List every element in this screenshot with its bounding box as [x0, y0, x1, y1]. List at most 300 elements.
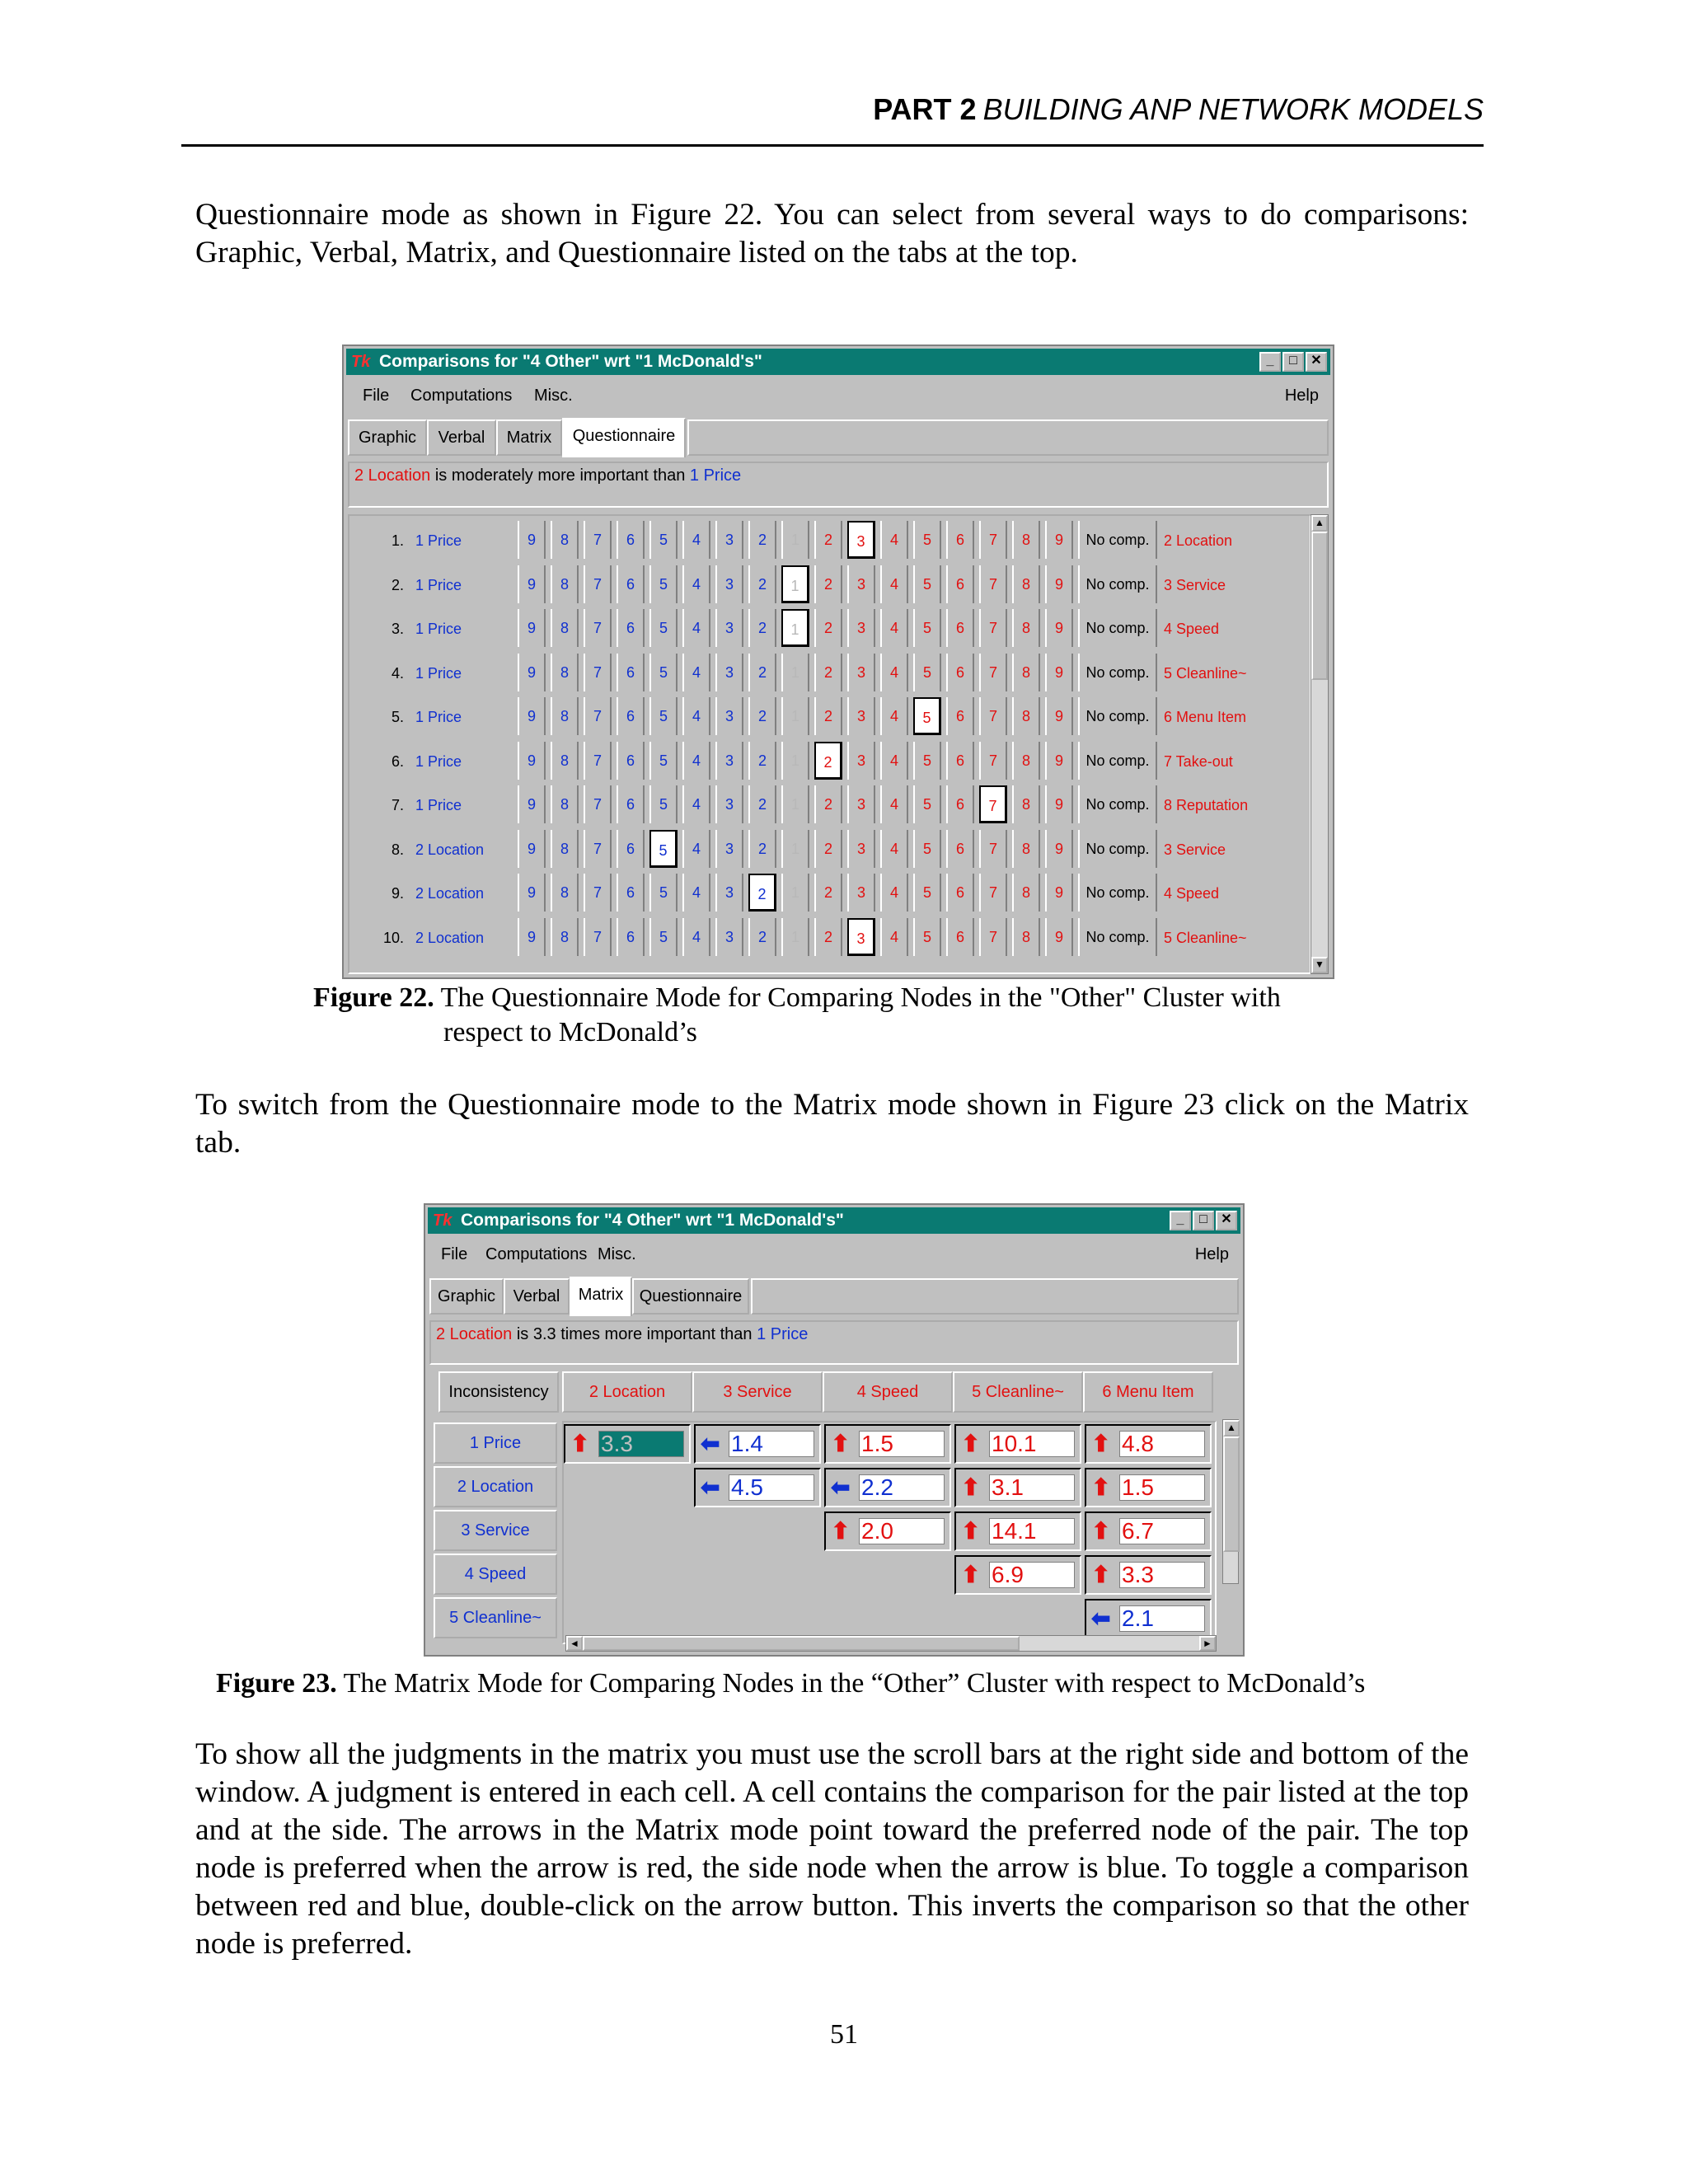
scale-cell[interactable]: 3: [715, 521, 743, 559]
scale-cell[interactable]: 3: [715, 742, 743, 780]
scale-cell[interactable]: 6: [946, 874, 974, 912]
menu-help[interactable]: Help: [1194, 1245, 1229, 1263]
figure22-label: Figure 22.: [313, 982, 434, 1013]
matrix-column-header[interactable]: 6 Menu Item: [1083, 1371, 1213, 1413]
scale-cell[interactable]: 8: [1012, 565, 1040, 603]
scale-cell[interactable]: 2: [814, 565, 842, 603]
tab-questionnaire[interactable]: Questionnaire: [632, 1278, 749, 1315]
status-left-node: 2 Location: [354, 466, 431, 485]
scale-cell[interactable]: 3: [715, 830, 743, 868]
scale-cell[interactable]: 8: [1012, 609, 1040, 647]
scale-cell[interactable]: 8: [1012, 742, 1040, 780]
scale-cell[interactable]: 8: [551, 830, 579, 868]
scale-cell[interactable]: 2: [814, 697, 842, 735]
scale-cell[interactable]: 7: [979, 521, 1007, 559]
menu-help[interactable]: Help: [1284, 387, 1319, 405]
arrow-up-icon[interactable]: ⬆: [961, 1562, 981, 1587]
scale-cell[interactable]: 3: [847, 697, 875, 735]
scale-cell[interactable]: 6: [617, 697, 645, 735]
scale-cell[interactable]: 8: [1012, 521, 1040, 559]
scale-cell[interactable]: 7: [584, 609, 612, 647]
scale-cell[interactable]: 1: [781, 654, 809, 691]
scale-cell[interactable]: 6: [946, 521, 974, 559]
matrix-row-header[interactable]: 3 Service: [434, 1510, 557, 1551]
scale-cell[interactable]: 3: [847, 565, 875, 603]
scale-cell[interactable]: 7: [584, 918, 612, 956]
scale-cell[interactable]: 9: [518, 785, 546, 823]
scale-cell[interactable]: 9: [518, 874, 546, 912]
scale-cell[interactable]: 6: [617, 785, 645, 823]
questionnaire-row: [349, 609, 1310, 645]
tab-verbal[interactable]: Verbal: [504, 1278, 570, 1315]
no-comparison-cell[interactable]: No comp.: [1078, 830, 1157, 868]
scale-cell[interactable]: 9: [518, 830, 546, 868]
scale-cell[interactable]: 3: [847, 742, 875, 780]
scale-cell[interactable]: 4: [682, 521, 710, 559]
right-node-label: 2 Location: [1164, 532, 1233, 549]
scale-cell[interactable]: 3: [847, 609, 875, 647]
menu-computations[interactable]: Computations: [485, 1245, 588, 1263]
scroll-down-icon[interactable]: ▼: [1311, 957, 1328, 973]
scale-cell[interactable]: 1: [781, 521, 809, 559]
scale-cell[interactable]: 9: [518, 654, 546, 691]
scale-cell[interactable]: 5: [913, 742, 941, 780]
vertical-scrollbar[interactable]: [1222, 1419, 1239, 1584]
judgment-value-input[interactable]: 1.5: [1119, 1474, 1205, 1501]
scale-cell[interactable]: 8: [1012, 918, 1040, 956]
scale-cell[interactable]: 8: [551, 785, 579, 823]
scale-cell[interactable]: 2: [814, 830, 842, 868]
scale-cell[interactable]: 7: [584, 565, 612, 603]
menu-bar: [346, 377, 1330, 414]
scale-cell[interactable]: 2: [748, 742, 776, 780]
scale-cell[interactable]: 5: [649, 609, 678, 647]
scale-cell[interactable]: 7: [979, 918, 1007, 956]
judgment-value-input[interactable]: 2.0: [859, 1518, 945, 1544]
scroll-thumb[interactable]: [1223, 1436, 1240, 1552]
status-left-node: 2 Location: [436, 1325, 513, 1343]
matrix-column-header[interactable]: 4 Speed: [823, 1371, 953, 1413]
matrix-column-header[interactable]: 2 Location: [562, 1371, 692, 1413]
scale-cell[interactable]: 6: [617, 742, 645, 780]
tab-graphic[interactable]: Graphic: [429, 1278, 504, 1315]
scale-cell[interactable]: 7: [979, 565, 1007, 603]
scale-cell[interactable]: 2: [814, 874, 842, 912]
close-icon[interactable]: ✕: [1306, 352, 1327, 372]
scale-cell[interactable]: 1: [781, 565, 809, 603]
no-comparison-cell[interactable]: No comp.: [1078, 521, 1157, 559]
window-title: Comparisons for "4 Other" wrt "1 McDonald's": [461, 1211, 844, 1230]
scale-cell[interactable]: 3: [847, 785, 875, 823]
scale-cell[interactable]: 3: [715, 785, 743, 823]
scale-cell[interactable]: 4: [880, 918, 908, 956]
scale-cell[interactable]: 9: [518, 697, 546, 735]
scale-cell[interactable]: 2: [748, 785, 776, 823]
scale-cell[interactable]: 8: [1012, 874, 1040, 912]
scale-cell[interactable]: 7: [584, 697, 612, 735]
scale-cell[interactable]: 6: [946, 918, 974, 956]
scale-cell[interactable]: 4: [682, 785, 710, 823]
app-icon: Tk: [351, 353, 371, 371]
scale-cell[interactable]: 2: [748, 654, 776, 691]
scale-cell[interactable]: 6: [617, 565, 645, 603]
scale-cell[interactable]: 6: [946, 742, 974, 780]
scale-cell[interactable]: 2: [814, 742, 842, 780]
scale-cell[interactable]: 5: [913, 918, 941, 956]
scale-cell[interactable]: 4: [880, 565, 908, 603]
arrow-up-icon[interactable]: ⬆: [831, 1431, 851, 1456]
no-comparison-cell[interactable]: No comp.: [1078, 697, 1157, 735]
figure23-label: Figure 23.: [216, 1668, 337, 1699]
title-bar: [428, 1207, 1240, 1234]
judgment-value-input[interactable]: 1.5: [859, 1431, 945, 1457]
minimize-icon[interactable]: _: [1170, 1211, 1191, 1230]
arrow-up-icon[interactable]: ⬆: [961, 1518, 981, 1544]
scale-cell[interactable]: 6: [617, 654, 645, 691]
scale-cell[interactable]: 2: [748, 918, 776, 956]
scale-cell[interactable]: 6: [617, 874, 645, 912]
vertical-scrollbar[interactable]: [1311, 514, 1329, 974]
scale-cell[interactable]: 2: [748, 874, 776, 912]
scale-cell[interactable]: 9: [1045, 785, 1073, 823]
left-node-label: 1 Price: [415, 797, 462, 813]
scale-cell[interactable]: 7: [584, 742, 612, 780]
scale-cell[interactable]: 2: [748, 697, 776, 735]
scale-cell[interactable]: 6: [617, 521, 645, 559]
arrow-left-icon[interactable]: ⬅: [701, 1431, 720, 1456]
scale-cell[interactable]: 9: [518, 521, 546, 559]
scale-cell[interactable]: 8: [551, 521, 579, 559]
scale-cell[interactable]: 4: [880, 521, 908, 559]
scale-cell[interactable]: 8: [1012, 785, 1040, 823]
no-comparison-cell[interactable]: No comp.: [1078, 565, 1157, 603]
scale-cell[interactable]: 4: [880, 654, 908, 691]
left-node-label: 1 Price: [415, 709, 462, 725]
scale-cell[interactable]: 6: [946, 565, 974, 603]
matrix-column-header[interactable]: 3 Service: [692, 1371, 823, 1413]
judgment-value-input[interactable]: 6.9: [989, 1562, 1075, 1588]
menu-misc[interactable]: Misc.: [534, 387, 573, 405]
scale-cell[interactable]: 9: [518, 609, 546, 647]
left-node-label: 2 Location: [415, 929, 485, 946]
status-phrase: is moderately more important than: [434, 466, 686, 485]
scale-cell[interactable]: 4: [682, 830, 710, 868]
tab-matrix[interactable]: Matrix: [496, 419, 562, 456]
scale-cell[interactable]: 7: [584, 830, 612, 868]
judgment-value-input[interactable]: 10.1: [989, 1431, 1075, 1457]
close-icon[interactable]: ✕: [1216, 1211, 1237, 1230]
arrow-up-icon[interactable]: ⬆: [1091, 1518, 1111, 1544]
scale-cell[interactable]: 5: [649, 742, 678, 780]
scale-cell[interactable]: 8: [551, 609, 579, 647]
scale-cell[interactable]: 7: [979, 830, 1007, 868]
no-comparison-cell[interactable]: No comp.: [1078, 742, 1157, 780]
matrix-row-header[interactable]: 2 Location: [434, 1466, 557, 1507]
row-number: 9.: [391, 885, 404, 902]
scale-cell[interactable]: 5: [649, 874, 678, 912]
judgment-value-input[interactable]: 2.1: [1119, 1605, 1205, 1632]
scale-cell[interactable]: 5: [913, 654, 941, 691]
menu-misc[interactable]: Misc.: [598, 1245, 636, 1263]
scale-cell[interactable]: 4: [682, 609, 710, 647]
header-rule: [181, 144, 1484, 147]
arrow-up-icon[interactable]: ⬆: [831, 1518, 851, 1544]
scale-cell[interactable]: 7: [584, 654, 612, 691]
scale-cell[interactable]: 5: [913, 697, 941, 735]
scale-cell[interactable]: 1: [781, 742, 809, 780]
matrix-cell: [954, 1555, 1081, 1595]
scale-cell[interactable]: 8: [1012, 830, 1040, 868]
right-node-label: 3 Service: [1164, 576, 1226, 593]
scale-cell[interactable]: 7: [979, 785, 1007, 823]
app-icon: Tk: [433, 1212, 452, 1230]
scale-cell[interactable]: 9: [518, 742, 546, 780]
scale-cell[interactable]: 7: [979, 697, 1007, 735]
scale-cell[interactable]: 5: [649, 654, 678, 691]
scale-cell[interactable]: 3: [847, 830, 875, 868]
arrow-up-icon[interactable]: ⬆: [1091, 1562, 1111, 1587]
tab-matrix[interactable]: Matrix: [570, 1277, 632, 1316]
scale-cell[interactable]: 4: [682, 654, 710, 691]
scale-cell[interactable]: 9: [1045, 742, 1073, 780]
scale-cell[interactable]: 5: [913, 830, 941, 868]
tab-strip-filler: [687, 419, 1329, 456]
scale-cell[interactable]: 8: [551, 654, 579, 691]
arrow-up-icon[interactable]: ⬆: [961, 1474, 981, 1500]
matrix-column-header[interactable]: 5 Cleanline~: [953, 1371, 1083, 1413]
judgment-value-input[interactable]: 4.5: [729, 1474, 814, 1501]
scale-cell[interactable]: 2: [814, 785, 842, 823]
scale-cell[interactable]: 1: [781, 609, 809, 647]
menu-file[interactable]: File: [441, 1245, 468, 1263]
arrow-left-icon[interactable]: ⬅: [701, 1474, 720, 1500]
right-node-label: 4 Speed: [1164, 621, 1220, 637]
scale-cell[interactable]: 6: [617, 918, 645, 956]
arrow-left-icon[interactable]: ⬅: [831, 1474, 851, 1500]
scale-cell[interactable]: 5: [913, 609, 941, 647]
right-node-label: 5 Cleanline~: [1164, 929, 1247, 946]
scale-cell[interactable]: 4: [682, 565, 710, 603]
paragraph-intro: Questionnaire mode as shown in Figure 22. You can select from several ways to do comparisons: Graphic, Verbal, Matrix, and Questionnaire listed on the tabs at the top.: [195, 198, 1469, 269]
scale-cell[interactable]: 7: [979, 874, 1007, 912]
scale-cell[interactable]: 5: [649, 918, 678, 956]
scale-cell[interactable]: 2: [748, 830, 776, 868]
scale-cell[interactable]: 2: [748, 521, 776, 559]
scale-cell[interactable]: 4: [880, 785, 908, 823]
scale-cell[interactable]: 5: [649, 697, 678, 735]
questionnaire-row: [349, 785, 1310, 822]
row-number: 7.: [391, 797, 404, 813]
paragraph-explanation: To show all the judgments in the matrix you must use the scroll bars at the right side and bottom of the window. A judgment is entered in each cell. A cell contains the comparison for the pair listed at the top and at the side. The arrows in the Matrix mode point toward the preferred node of the pair. The top node is preferred when the arrow is red, the side node when the arrow is blue. To toggle a comparison between red and blue, double-click on the arrow button. This inverts the comparison so that the other node is preferred.: [195, 1737, 1469, 1961]
no-comparison-cell[interactable]: No comp.: [1078, 785, 1157, 823]
scale-cell[interactable]: 4: [880, 609, 908, 647]
scale-cell[interactable]: 4: [880, 830, 908, 868]
scale-cell[interactable]: 1: [781, 918, 809, 956]
scale-cell[interactable]: 6: [946, 830, 974, 868]
arrow-up-icon[interactable]: ⬆: [1091, 1431, 1111, 1456]
matrix-row-header[interactable]: 4 Speed: [434, 1554, 557, 1595]
right-node-label: 8 Reputation: [1164, 797, 1249, 813]
scale-cell[interactable]: 5: [649, 785, 678, 823]
scale-cell[interactable]: 7: [979, 742, 1007, 780]
scroll-thumb[interactable]: [1311, 532, 1328, 680]
scale-cell[interactable]: 8: [551, 918, 579, 956]
scroll-up-icon[interactable]: ▲: [1223, 1420, 1240, 1436]
tab-questionnaire[interactable]: Questionnaire: [562, 418, 686, 457]
scale-cell[interactable]: 8: [551, 742, 579, 780]
matrix-row-header[interactable]: 1 Price: [434, 1422, 557, 1464]
scale-cell[interactable]: 7: [584, 874, 612, 912]
judgment-value-input[interactable]: 2.2: [859, 1474, 945, 1501]
scale-cell[interactable]: 6: [946, 785, 974, 823]
maximize-icon[interactable]: □: [1193, 1211, 1214, 1230]
scale-cell[interactable]: 9: [1045, 697, 1073, 735]
scale-cell[interactable]: 4: [682, 874, 710, 912]
scroll-thumb[interactable]: [583, 1636, 1020, 1651]
matrix-cell: [954, 1468, 1081, 1507]
scale-cell[interactable]: 2: [814, 918, 842, 956]
arrow-up-icon[interactable]: ⬆: [1091, 1474, 1111, 1500]
no-comparison-cell[interactable]: No comp.: [1078, 654, 1157, 691]
arrow-left-icon[interactable]: ⬅: [1091, 1605, 1111, 1631]
scale-cell[interactable]: 2: [814, 521, 842, 559]
questionnaire-row: [349, 918, 1310, 954]
tab-graphic[interactable]: Graphic: [348, 419, 427, 456]
maximize-icon[interactable]: □: [1282, 352, 1304, 372]
scale-cell[interactable]: 5: [913, 785, 941, 823]
scale-cell[interactable]: 3: [715, 609, 743, 647]
scale-cell[interactable]: 5: [913, 521, 941, 559]
judgment-value-input[interactable]: 3.1: [989, 1474, 1075, 1501]
scale-cell[interactable]: 6: [946, 654, 974, 691]
scale-cell[interactable]: 4: [880, 697, 908, 735]
scale-cell[interactable]: 9: [1045, 609, 1073, 647]
scroll-right-icon[interactable]: ►: [1199, 1636, 1216, 1651]
scale-cell[interactable]: 3: [715, 918, 743, 956]
scale-cell[interactable]: 9: [518, 918, 546, 956]
scale-cell[interactable]: 8: [551, 874, 579, 912]
scale-cell[interactable]: 6: [617, 609, 645, 647]
scroll-up-icon[interactable]: ▲: [1311, 515, 1328, 532]
scale-cell[interactable]: 4: [682, 742, 710, 780]
scale-cell[interactable]: 5: [913, 565, 941, 603]
scale-cell[interactable]: 5: [649, 830, 678, 868]
scale-cell[interactable]: 3: [715, 874, 743, 912]
minimize-icon[interactable]: _: [1259, 352, 1281, 372]
judgment-value-input[interactable]: 3.3: [598, 1431, 684, 1457]
mode-tabs: [348, 418, 1329, 457]
scale-cell[interactable]: 8: [1012, 697, 1040, 735]
row-number: 8.: [391, 841, 404, 858]
scale-cell[interactable]: 4: [682, 697, 710, 735]
judgment-status: [348, 462, 1329, 508]
scale-cell[interactable]: 4: [682, 918, 710, 956]
tab-verbal[interactable]: Verbal: [427, 419, 496, 456]
scale-cell[interactable]: 2: [814, 654, 842, 691]
menu-computations[interactable]: Computations: [410, 387, 513, 405]
figure23-caption-text: The Matrix Mode for Comparing Nodes in the “Other” Cluster with respect to McDonald’s: [343, 1668, 1366, 1699]
scale-cell[interactable]: 9: [1045, 521, 1073, 559]
scale-cell[interactable]: 7: [584, 521, 612, 559]
scale-cell[interactable]: 2: [814, 609, 842, 647]
scale-cell[interactable]: 1: [781, 874, 809, 912]
scale-cell[interactable]: 2: [748, 565, 776, 603]
row-number: 4.: [391, 664, 404, 682]
scale-cell[interactable]: 2: [748, 609, 776, 647]
matrix-cell: [824, 1511, 951, 1551]
inconsistency-button[interactable]: Inconsistency: [438, 1371, 559, 1413]
scale-cell[interactable]: 1: [781, 830, 809, 868]
scale-cell[interactable]: 7: [979, 654, 1007, 691]
scale-cell[interactable]: 1: [781, 785, 809, 823]
scale-cell[interactable]: 3: [847, 874, 875, 912]
judgment-value-input[interactable]: 6.7: [1119, 1518, 1205, 1544]
scale-cell[interactable]: 6: [946, 609, 974, 647]
tab-strip-filler: [751, 1278, 1239, 1315]
judgment-value-input[interactable]: 14.1: [989, 1518, 1075, 1544]
scale-cell[interactable]: 9: [518, 565, 546, 603]
matrix-row-header[interactable]: 5 Cleanline~: [434, 1597, 557, 1638]
judgment-value-input[interactable]: 3.3: [1119, 1562, 1205, 1588]
scale-cell[interactable]: 6: [617, 830, 645, 868]
scale-cell[interactable]: 3: [847, 654, 875, 691]
matrix-cell: [1085, 1599, 1212, 1638]
scale-cell[interactable]: 9: [1045, 874, 1073, 912]
no-comparison-cell[interactable]: No comp.: [1078, 874, 1157, 912]
no-comparison-cell[interactable]: No comp.: [1078, 609, 1157, 647]
judgment-value-input[interactable]: 4.8: [1119, 1431, 1205, 1457]
left-node-label: 2 Location: [415, 885, 485, 902]
scale-cell[interactable]: 6: [946, 697, 974, 735]
scale-cell[interactable]: 7: [979, 609, 1007, 647]
scale-cell[interactable]: 9: [1045, 830, 1073, 868]
scale-cell[interactable]: 4: [880, 874, 908, 912]
figure22-caption-line2: respect to McDonald’s: [443, 1017, 697, 1047]
scale-cell[interactable]: 8: [1012, 654, 1040, 691]
scale-cell[interactable]: 3: [715, 654, 743, 691]
matrix-cell: [1085, 1511, 1212, 1551]
paragraph-switch: To switch from the Questionnaire mode to the Matrix mode shown in Figure 23 click on the Matrix tab.: [195, 1088, 1469, 1160]
scale-cell[interactable]: 9: [1045, 565, 1073, 603]
scale-cell[interactable]: 3: [847, 918, 875, 956]
scale-cell[interactable]: 3: [847, 521, 875, 559]
arrow-up-icon[interactable]: ⬆: [570, 1431, 590, 1456]
scale-cell[interactable]: 5: [913, 874, 941, 912]
arrow-up-icon[interactable]: ⬆: [961, 1431, 981, 1456]
horizontal-scrollbar[interactable]: [565, 1635, 1217, 1652]
scale-cell[interactable]: 5: [649, 565, 678, 603]
row-number: 5.: [391, 709, 404, 725]
scale-cell[interactable]: 7: [584, 785, 612, 823]
right-node-label: 5 Cleanline~: [1164, 664, 1247, 682]
scale-cell[interactable]: 8: [551, 697, 579, 735]
scale-cell[interactable]: 1: [781, 697, 809, 735]
matrix-cell: [694, 1468, 821, 1507]
title-bar: [346, 349, 1330, 375]
scale-cell[interactable]: 3: [715, 697, 743, 735]
scale-cell[interactable]: 9: [1045, 654, 1073, 691]
menu-file[interactable]: File: [363, 387, 390, 405]
judgment-value-input[interactable]: 1.4: [729, 1431, 814, 1457]
scroll-left-icon[interactable]: ◄: [566, 1636, 583, 1651]
no-comparison-cell[interactable]: No comp.: [1078, 918, 1157, 956]
scale-cell[interactable]: 4: [880, 742, 908, 780]
scale-cell[interactable]: 8: [551, 565, 579, 603]
scale-cell[interactable]: 9: [1045, 918, 1073, 956]
status-right-node: 1 Price: [689, 466, 742, 485]
scale-cell[interactable]: 5: [649, 521, 678, 559]
scale-cell[interactable]: 3: [715, 565, 743, 603]
